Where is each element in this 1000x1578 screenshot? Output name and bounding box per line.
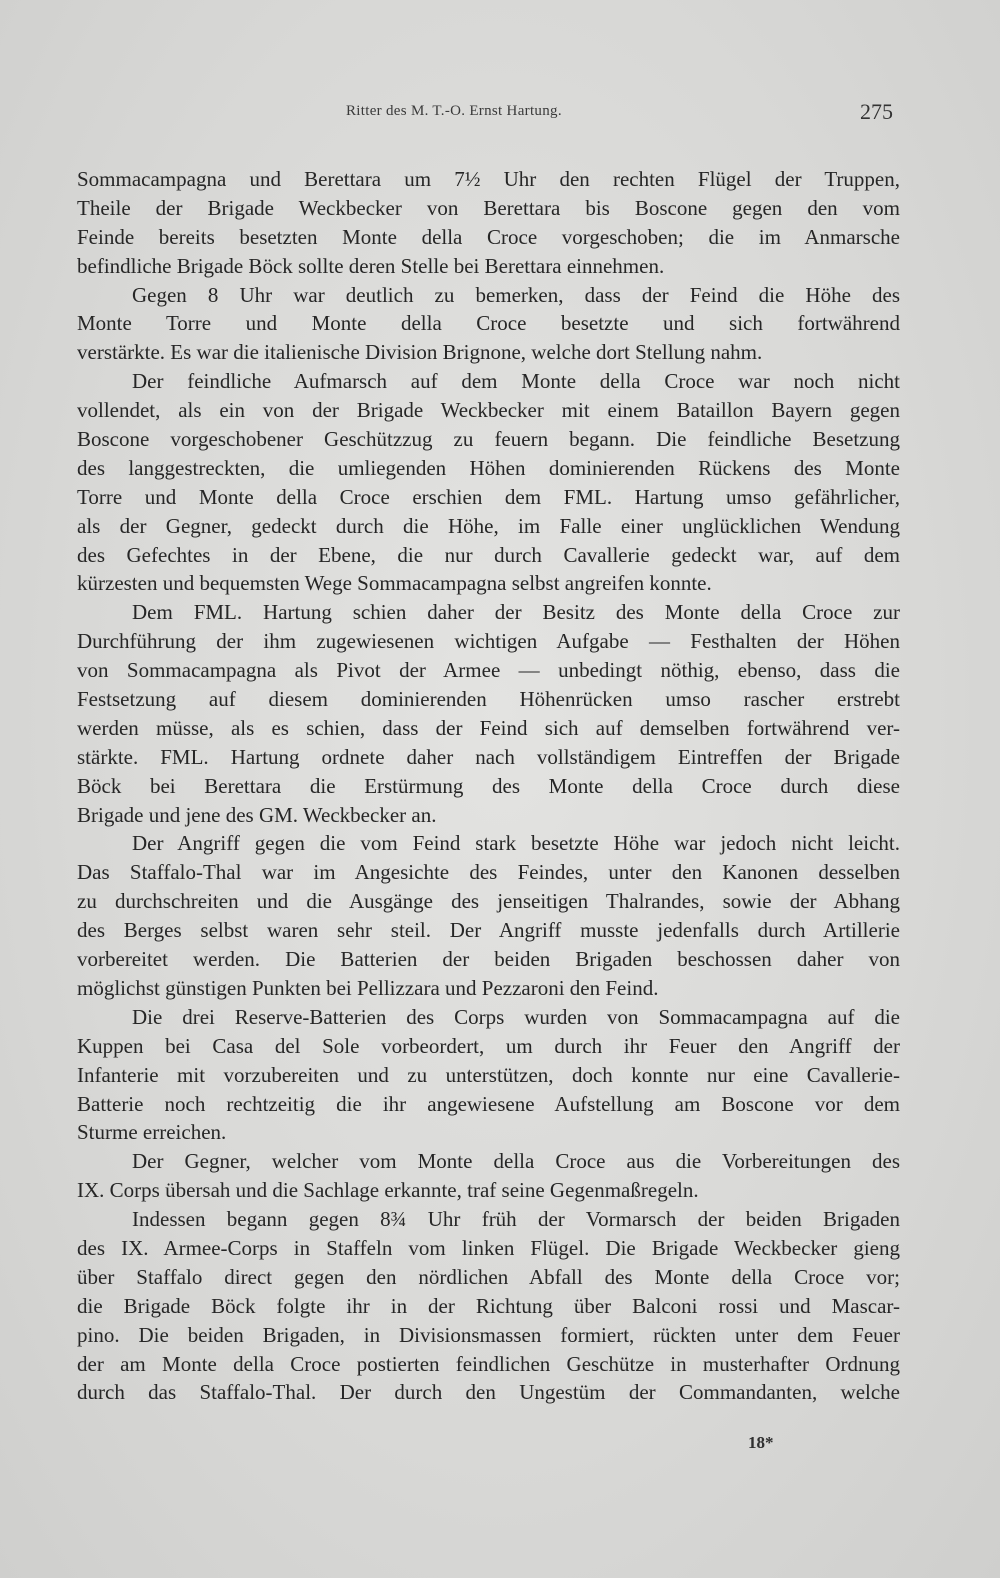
text-line: Boscone vorgeschobener Geschützzug zu feuern begann. Die feindliche Besetzung — [77, 427, 900, 452]
signature-mark: 18* — [748, 1433, 774, 1452]
text-line: Feinde bereits besetzten Monte della Croce vorgeschoben; die im Anmarsche — [77, 224, 900, 249]
running-head — [0, 99, 1000, 127]
text-line: durch das Staffalo-Thal. Der durch den Ungestüm der Commandanten, welche — [77, 1380, 900, 1405]
text-line: Monte Torre und Monte della Croce besetzte und sich fortwährend — [77, 311, 900, 336]
text-line: Durchführung der ihm zugewiesenen wichtigen Aufgabe — Festhalten der Höhen — [77, 629, 900, 654]
text-line: die Brigade Böck folgte ihr in der Richtung über Balconi rossi und Mascar- — [77, 1293, 900, 1318]
text-line: Gegen 8 Uhr war deutlich zu bemerken, dass der Feind die Höhe des — [132, 282, 900, 307]
text-line: Sturme erreichen. — [77, 1120, 227, 1145]
text-line: stärkte. FML. Hartung ordnete daher nach vollständigem Eintreffen der Brigade — [77, 744, 900, 769]
text-line: möglichst günstigen Punkten bei Pellizzara und Pezzaroni den Feind. — [77, 975, 659, 1000]
text-line: vorbereitet werden. Die Batterien der beiden Brigaden beschossen daher von — [77, 947, 900, 972]
text-line: von Sommacampagna als Pivot der Armee — unbedingt nöthig, ebenso, dass die — [77, 658, 900, 683]
text-line: pino. Die beiden Brigaden, in Divisionsmassen formiert, rückten unter dem Feuer — [77, 1322, 900, 1347]
text-line: zu durchschreiten und die Ausgänge des jenseitigen Thalrandes, sowie der Abhang — [77, 889, 900, 914]
text-line: Kuppen bei Casa del Sole vorbeordert, um durch ihr Feuer den Angriff der — [77, 1033, 900, 1058]
text-line: des Gefechtes in der Ebene, die nur durch Cavallerie gedeckt war, auf dem — [77, 542, 900, 567]
text-line: über Staffalo direct gegen den nördlichen Abfall des Monte della Croce vor; — [77, 1264, 900, 1289]
text-line: befindliche Brigade Böck sollte deren Stelle bei Berettara einnehmen. — [77, 253, 665, 278]
text-line: verstärkte. Es war die italienische Division Brignone, welche dort Stellung nahm. — [77, 340, 763, 365]
text-line: IX. Corps übersah und die Sachlage erkannte, traf seine Gegenmaßregeln. — [77, 1178, 699, 1203]
text-line: Sommacampagna und Berettara um 7½ Uhr den rechten Flügel der Truppen, — [77, 167, 900, 191]
page-number: 275 — [860, 99, 893, 124]
text-line: des Berges selbst waren sehr steil. Der Angriff musste jedenfalls durch Artillerie — [77, 918, 900, 943]
text-line: als der Gegner, gedeckt durch die Höhe, im Falle einer unglücklichen Wendung — [77, 513, 900, 538]
running-title: Ritter des M. T.-O. Ernst Hartung. — [346, 103, 562, 119]
text-line: der am Monte della Croce postierten feindlichen Geschütze in musterhafter Ordnung — [77, 1351, 900, 1376]
text-line: Die drei Reserve-Batterien des Corps wurden von Sommacampagna auf die — [132, 1004, 900, 1029]
text-line: Batterie noch rechtzeitig die ihr angewiesene Aufstellung am Boscone vor dem — [77, 1091, 900, 1116]
text-line: Der Gegner, welcher vom Monte della Croce aus die Vorbereitungen des — [132, 1149, 900, 1174]
text-line: Der Angriff gegen die vom Feind stark besetzte Höhe war jedoch nicht leicht. — [132, 831, 900, 856]
text-line: Infanterie mit vorzubereiten und zu unterstützen, doch konnte nur eine Cavallerie- — [77, 1062, 900, 1087]
text-line: kürzesten und bequemsten Wege Sommacampagna selbst angreifen konnte. — [77, 571, 712, 596]
text-line: Böck bei Berettara die Erstürmung des Monte della Croce durch diese — [77, 773, 900, 798]
text-line: Das Staffalo-Thal war im Angesichte des Feindes, unter den Kanonen desselben — [77, 860, 900, 885]
text-line: vollendet, als ein von der Brigade Weckbecker mit einem Bataillon Bayern gegen — [77, 398, 900, 423]
text-line: Brigade und jene des GM. Weckbecker an. — [77, 802, 437, 827]
body-text — [77, 165, 900, 1407]
text-line: Theile der Brigade Weckbecker von Berettara bis Boscone gegen den vom — [77, 195, 900, 220]
text-line: des IX. Armee-Corps in Staffeln vom linken Flügel. Die Brigade Weckbecker gieng — [77, 1235, 900, 1260]
text-line: werden müsse, als es schien, dass der Feind sich auf demselben fortwährend ver- — [77, 715, 900, 740]
text-line: des langgestreckten, die umliegenden Höhen dominierenden Rückens des Monte — [77, 455, 900, 480]
text-line: Indessen begann gegen 8¾ Uhr früh der Vormarsch der beiden Brigaden — [132, 1207, 900, 1232]
text-line: Festsetzung auf diesem dominierenden Höhenrücken umso rascher erstrebt — [77, 687, 900, 712]
text-line: Torre und Monte della Croce erschien dem FML. Hartung umso gefährlicher, — [77, 484, 900, 509]
text-line: Dem FML. Hartung schien daher der Besitz des Monte della Croce zur — [132, 600, 900, 625]
text-line: Der feindliche Aufmarsch auf dem Monte della Croce war noch nicht — [132, 369, 900, 394]
